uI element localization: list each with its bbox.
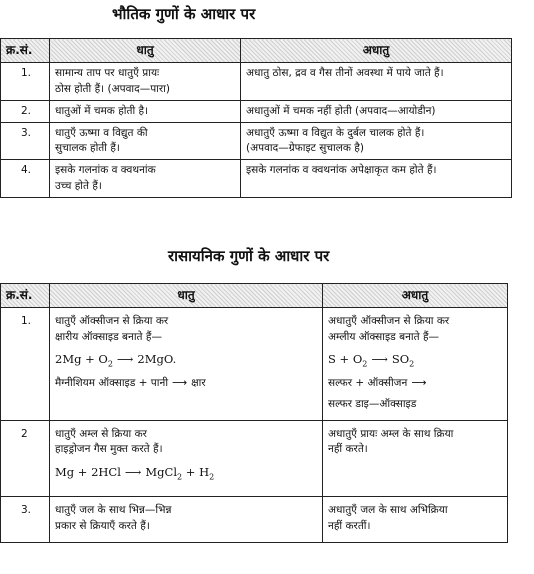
metal-cell (50, 497, 323, 542)
nonmetal-line: नहीं करतीं। (328, 519, 371, 532)
subscript: 2 (362, 359, 368, 369)
serial-header: क्र.सं. (1, 39, 50, 63)
table-header-row (1, 284, 508, 308)
metal-line: धातुएँ जल के साथ भिन्न—भिन्न (55, 504, 172, 517)
equation-products: 2MgO. (137, 351, 177, 366)
equation-products: MgCl (145, 464, 178, 479)
serial-cell: 1. (1, 308, 50, 421)
reaction-arrow-icon: ⟶ (124, 464, 142, 479)
subscript: 2 (409, 359, 415, 369)
metal-line: हाइड्रोजन गैस मुक्त करते हैं। (55, 443, 163, 456)
equation-reactants: Mg + 2HCl (55, 464, 121, 479)
nonmetal-cell (323, 308, 508, 421)
reaction-arrow-icon: ⟶ (411, 376, 427, 389)
chemical-properties-table (0, 283, 508, 543)
metal-line: धातुओं में चमक होती है। (55, 104, 149, 117)
table-row (1, 421, 508, 497)
subscript: 2 (177, 471, 183, 481)
nonmetal-line: अम्लीय ऑक्साइड बनाते हैं— (328, 330, 440, 343)
metal-cell (50, 63, 241, 100)
chemical-equation (55, 351, 317, 370)
word-equation (55, 376, 317, 391)
chemical-equation (328, 351, 502, 370)
reaction-arrow-icon: ⟶ (371, 351, 388, 366)
metal-line: धातुएँ अम्ल से क्रिया कर (55, 428, 147, 441)
equation-reactants: 2Mg + O (55, 351, 108, 366)
serial-cell: 2 (1, 421, 50, 497)
physical-properties-table (0, 38, 512, 198)
metal-header: धातु (50, 284, 323, 308)
nonmetal-line: नहीं करते। (328, 443, 368, 456)
reaction-arrow-icon: ⟶ (172, 376, 188, 389)
nonmetal-line: इसके गलनांक व क्वथनांक अपेक्षाकृत कम होते हैं। (246, 164, 437, 177)
table-row (1, 123, 512, 160)
word-reactants: सल्फर + ऑक्सीजन (328, 376, 408, 389)
metal-cell (50, 421, 323, 497)
nonmetal-cell (241, 63, 512, 100)
nonmetal-line: अधातुएँ प्रायः अम्ल के साथ क्रिया (328, 428, 454, 441)
table-row (1, 497, 508, 542)
nonmetal-line: अधातुएँ जल के साथ अभिक्रिया (328, 504, 448, 517)
metal-line: सामान्य ताप पर धातुएँ प्रायः (55, 67, 160, 80)
word-products: सल्फर डाइ—ऑक्साइड (328, 397, 417, 410)
nonmetal-line: अधातुएँ ऊष्मा व विद्युत के दुर्बल चालक होते हैं। (246, 127, 425, 140)
metal-line: उच्च होते हैं। (55, 179, 102, 192)
table-header-row (1, 39, 512, 63)
chemical-equation (55, 464, 317, 483)
serial-cell: 3. (1, 123, 50, 160)
nonmetal-cell (323, 421, 508, 497)
nonmetal-line: अधातु ठोस, द्रव व गैस तीनों अवस्था में पाये जाते हैं। (246, 67, 444, 80)
nonmetal-line: (अपवाद—ग्रेफाइट सुचालक है) (246, 142, 364, 155)
metal-cell (50, 100, 241, 122)
subscript: 2 (107, 359, 113, 369)
metal-line: प्रकार से क्रियाएँ करते हैं। (55, 519, 150, 532)
nonmetal-cell (241, 123, 512, 160)
nonmetal-header: अधातु (323, 284, 508, 308)
equation-reactants: S + O (328, 351, 363, 366)
metal-line: धातुएँ ऑक्सीजन से क्रिया कर (55, 315, 169, 328)
physical-properties-title: भौतिक गुणों के आधार पर (112, 5, 256, 23)
serial-cell: 1. (1, 63, 50, 100)
nonmetal-header: अधातु (241, 39, 512, 63)
nonmetal-cell (323, 497, 508, 542)
table-row (1, 63, 512, 100)
equation-products: SO (391, 351, 410, 366)
serial-cell: 2. (1, 100, 50, 122)
metal-cell (50, 308, 323, 421)
serial-header: क्र.सं. (1, 284, 50, 308)
nonmetal-line: अधातुएँ ऑक्सीजन से क्रिया कर (328, 315, 450, 328)
table-row (1, 160, 512, 197)
table-row (1, 308, 508, 421)
word-equation (328, 376, 502, 391)
chemical-properties-title: रासायनिक गुणों के आधार पर (168, 247, 330, 265)
word-products: क्षार (191, 376, 206, 389)
metal-cell (50, 160, 241, 197)
table-row (1, 100, 512, 122)
metal-line: धातुएँ ऊष्मा व विद्युत की (55, 127, 148, 140)
nonmetal-cell (241, 100, 512, 122)
metal-header: धातु (50, 39, 241, 63)
metal-line: सुचालक होती हैं। (55, 142, 120, 155)
metal-line: इसके गलनांक व क्वथनांक (55, 164, 156, 177)
equation-products: + H (182, 464, 210, 479)
serial-cell: 4. (1, 160, 50, 197)
serial-cell: 3. (1, 497, 50, 542)
subscript: 2 (209, 471, 215, 481)
reaction-arrow-icon: ⟶ (116, 351, 134, 366)
nonmetal-line: अधातुओं में चमक नहीं होती (अपवाद—आयोडीन) (246, 104, 436, 117)
metal-cell (50, 123, 241, 160)
metal-line: क्षारीय ऑक्साइड बनाते हैं— (55, 330, 162, 343)
nonmetal-cell (241, 160, 512, 197)
word-reactants: मैग्नीशियम ऑक्साइड + पानी (55, 376, 169, 389)
metal-line: ठोस होती हैं। (अपवाद—पारा) (55, 82, 170, 95)
